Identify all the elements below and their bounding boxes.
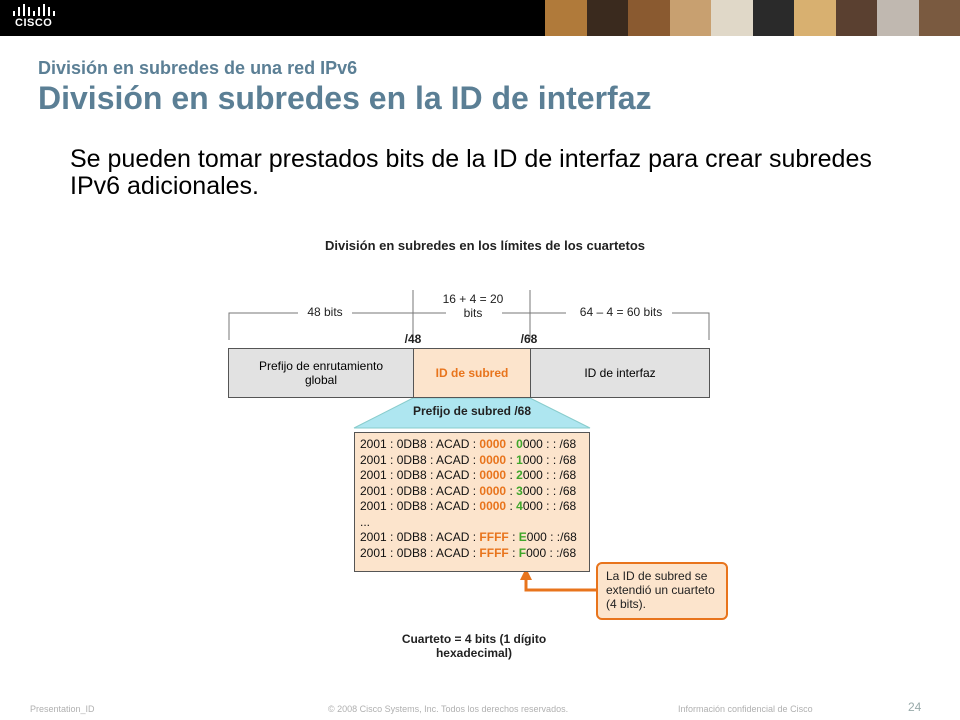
logo-text: CISCO: [15, 17, 53, 29]
segment-subnet-id: ID de subred: [413, 348, 531, 398]
prefix-68-header: Prefijo de subred /68: [412, 404, 532, 418]
prefix-row-part: 000 : : /68: [522, 483, 577, 498]
mark-68: /68: [520, 332, 538, 346]
prefix-ellipsis: ...: [360, 514, 371, 529]
prefix-row: [360, 546, 589, 562]
footer-confidential: Información confidencial de Cisco: [678, 704, 813, 714]
subnet-callout: [596, 562, 728, 620]
prefix-68-list: [354, 432, 590, 572]
label-60-bits: 64 – 4 = 60 bits: [579, 305, 663, 319]
prefix-row-part: :: [506, 483, 517, 498]
prefix-row-part: :: [506, 499, 517, 513]
prefix-row: [360, 484, 589, 500]
label-20-bits-line2: bits: [463, 306, 483, 320]
prefix-row-part: 2001 : 0DB8 : ACAD :: [360, 468, 480, 482]
prefix-row-part: 000 : :/68: [526, 545, 577, 560]
prefix-row-part: 000 : : /68: [522, 437, 577, 451]
label-48-bits: 48 bits: [307, 305, 343, 319]
prefix-row-part: 2001 : 0DB8 : ACAD :: [360, 452, 480, 467]
seg-global-line1: Prefijo de enrutamiento: [258, 359, 384, 373]
prefix-row-part: 000 : : /68: [522, 452, 577, 467]
diagram-title: División en subredes en los límites de los cuartetos: [324, 238, 646, 253]
prefix-row: [360, 499, 589, 515]
prefix-row: [360, 468, 589, 484]
prefix-row-part: 3: [516, 483, 523, 498]
prefix-row-part: :: [508, 545, 519, 560]
mark-48: /48: [404, 332, 422, 346]
prefix-row-part: 0000: [479, 452, 507, 467]
prefix-row-part: 0000: [479, 468, 507, 482]
page-number: 24: [908, 700, 922, 714]
prefix-row-part: :: [506, 452, 517, 467]
prefix-row-part: 2001 : 0DB8 : ACAD :: [360, 483, 480, 498]
prefix-row: [360, 437, 589, 453]
label-20-bits-line1: 16 + 4 = 20: [442, 292, 504, 306]
prefix-row-part: 0000: [479, 499, 507, 513]
segment-interface-id: ID de interfaz: [530, 348, 710, 398]
prefix-row-part: 2001 : 0DB8 : ACAD :: [360, 530, 480, 544]
callout-line3: (4 bits).: [606, 597, 647, 611]
prefix-row-part: FFFF: [479, 545, 509, 560]
prefix-row-part: 000 : : /68: [522, 468, 577, 482]
prefix-row-part: :: [506, 468, 517, 482]
prefix-row-part: E: [518, 530, 527, 544]
slide-title: División en subredes en la ID de interfaz: [38, 80, 652, 116]
prefix-row-part: 2001 : 0DB8 : ACAD :: [360, 499, 480, 513]
prefix-row: [360, 453, 589, 469]
prefix-row-part: :: [506, 437, 517, 451]
prefix-row-part: 0000: [479, 437, 507, 451]
prefix-row-part: 000 : :/68: [526, 530, 577, 544]
prefix-row-part: 1: [516, 452, 523, 467]
prefix-row: [360, 530, 589, 546]
nibble-note: [384, 632, 564, 660]
segment-global-prefix: [228, 348, 414, 398]
callout-line2: extendió un cuarteto: [606, 583, 715, 597]
prefix-row-part: 4: [516, 499, 523, 513]
prefix-row-part: 0: [516, 437, 523, 451]
prefix-row-part: 2001 : 0DB8 : ACAD :: [360, 545, 480, 560]
bracket-60-right: [672, 313, 709, 340]
prefix-row-part: 2001 : 0DB8 : ACAD :: [360, 437, 480, 451]
prefix-row-part: 000 : : /68: [522, 499, 577, 513]
footer-presentation-id: Presentation_ID: [30, 704, 95, 714]
callout-arrow-line: [526, 578, 596, 590]
prefix-row-part: 2: [516, 468, 523, 482]
label-20-bits: [430, 292, 516, 320]
callout-line1: La ID de subred se: [606, 569, 708, 583]
seg-global-line2: global: [304, 373, 337, 387]
bracket-48: [229, 313, 298, 340]
lead-text: Se pueden tomar prestados bits de la ID de interfaz para crear subredes IPv6 adicionales.: [70, 145, 872, 200]
prefix-row-part: 0000: [479, 483, 507, 498]
nibble-note-line1: Cuarteto = 4 bits (1 dígito: [401, 632, 547, 646]
slide-subtitle: División en subredes de una red IPv6: [38, 58, 358, 78]
prefix-row-part: :: [508, 530, 519, 544]
footer-copyright: © 2008 Cisco Systems, Inc. Todos los derechos reservados.: [328, 704, 569, 714]
nibble-note-line2: hexadecimal): [435, 646, 513, 660]
prefix-row-part: FFFF: [479, 530, 509, 544]
prefix-row-part: F: [518, 545, 527, 560]
